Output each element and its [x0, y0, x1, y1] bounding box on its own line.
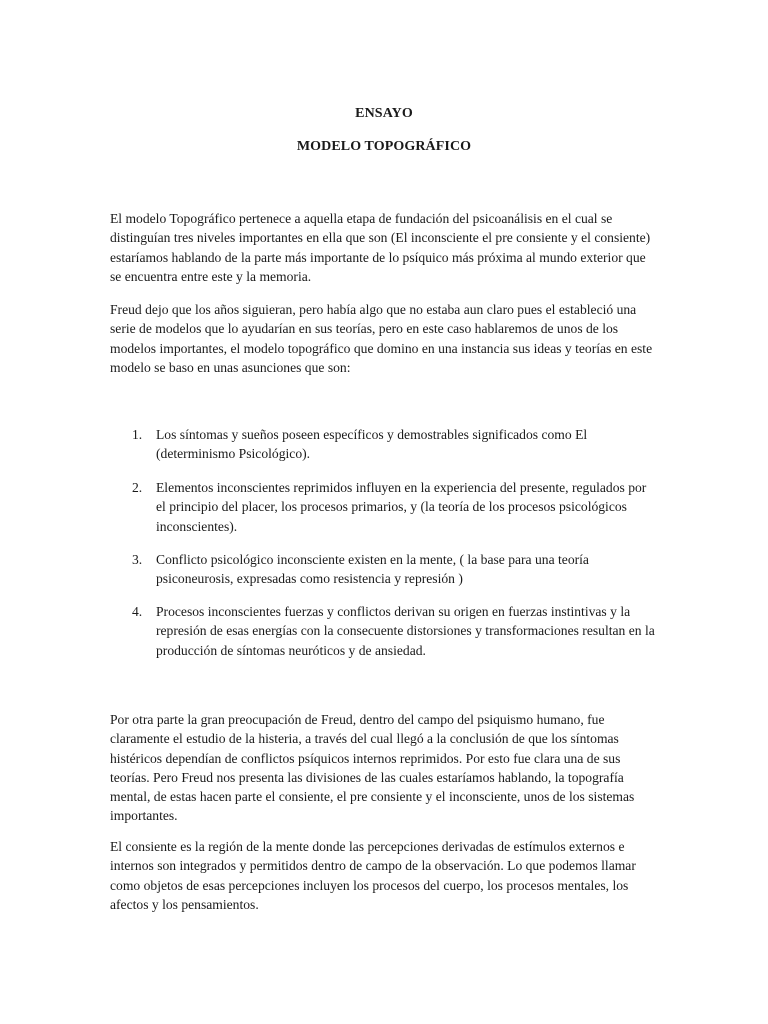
document-title: ENSAYO [355, 106, 413, 121]
list-item-number: 2. [132, 480, 143, 495]
list-item-text: Procesos inconscientes fuerzas y conflictos derivan su origen en fuerzas instintivas y la represión de esas energías con la consecuente distorsiones y transformaciones resultan en la producción de síntomas neuróticos y de ansiedad. [156, 604, 655, 658]
list-item-number: 4. [132, 604, 143, 619]
paragraph-hysteria: Por otra parte la gran preocupación de Freud, dentro del campo del psiquismo humano, fue claramente el estudio de la histeria, a través del cual llegó a la conclusión de que los síntomas histéricos dependían de conflictos psíquicos internos reprimidos. Por esto fue clara una de sus teorías. Pero Freud nos presenta las divisiones de las cuales estaríamos hablando, la topografía mental, de estas hacen parte el consiente, el pre consiente y el inconsciente, unos de los sistemas importantes. [110, 712, 635, 824]
paragraph-intro: El modelo Topográfico pertenece a aquella etapa de fundación del psicoanálisis en el cual se distinguían tres niveles importantes en ella que son (El inconsciente el pre consiente y el consiente) estaríamos hablando de la parte más importante de lo psíquico más próxima al mundo exterior que se encuentra entre este y la memoria. [110, 211, 651, 284]
list-item-text: Conflicto psicológico inconsciente existen en la mente, ( la base para una teoría psiconeurosis, expresadas como resistencia y represión ) [156, 552, 589, 587]
paragraph-freud-models: Freud dejo que los años siguieran, pero había algo que no estaba aun claro pues el estableció una serie de modelos que lo ayudarían en sus teorías, pero en este caso hablaremos de unos de los modelos importantes, el modelo topográfico que domino en una instancia sus ideas y teorías en este modelo se baso en unas asunciones que son: [110, 302, 653, 375]
list-item-number: 1. [132, 427, 143, 442]
list-item-text: Los síntomas y sueños poseen específicos y demostrables significados como El (determinismo Psicológico). [156, 427, 588, 462]
document-subtitle: MODELO TOPOGRÁFICO [296, 139, 472, 154]
list-item-text: Elementos inconscientes reprimidos influyen en la experiencia del presente, regulados por el principio del placer, los procesos primarios, y (la teoría de los procesos psicológicos inconscientes). [156, 480, 647, 534]
list-item-number: 3. [132, 552, 143, 567]
paragraph-conscious: El consiente es la región de la mente donde las percepciones derivadas de estímulos externos e internos son integrados y permitidos dentro de campo de la observación. Lo que podemos llamar como objetos de esas percepciones incluyen los procesos del cuerpo, los procesos mentales, los afectos y los pensamientos. [110, 839, 636, 912]
